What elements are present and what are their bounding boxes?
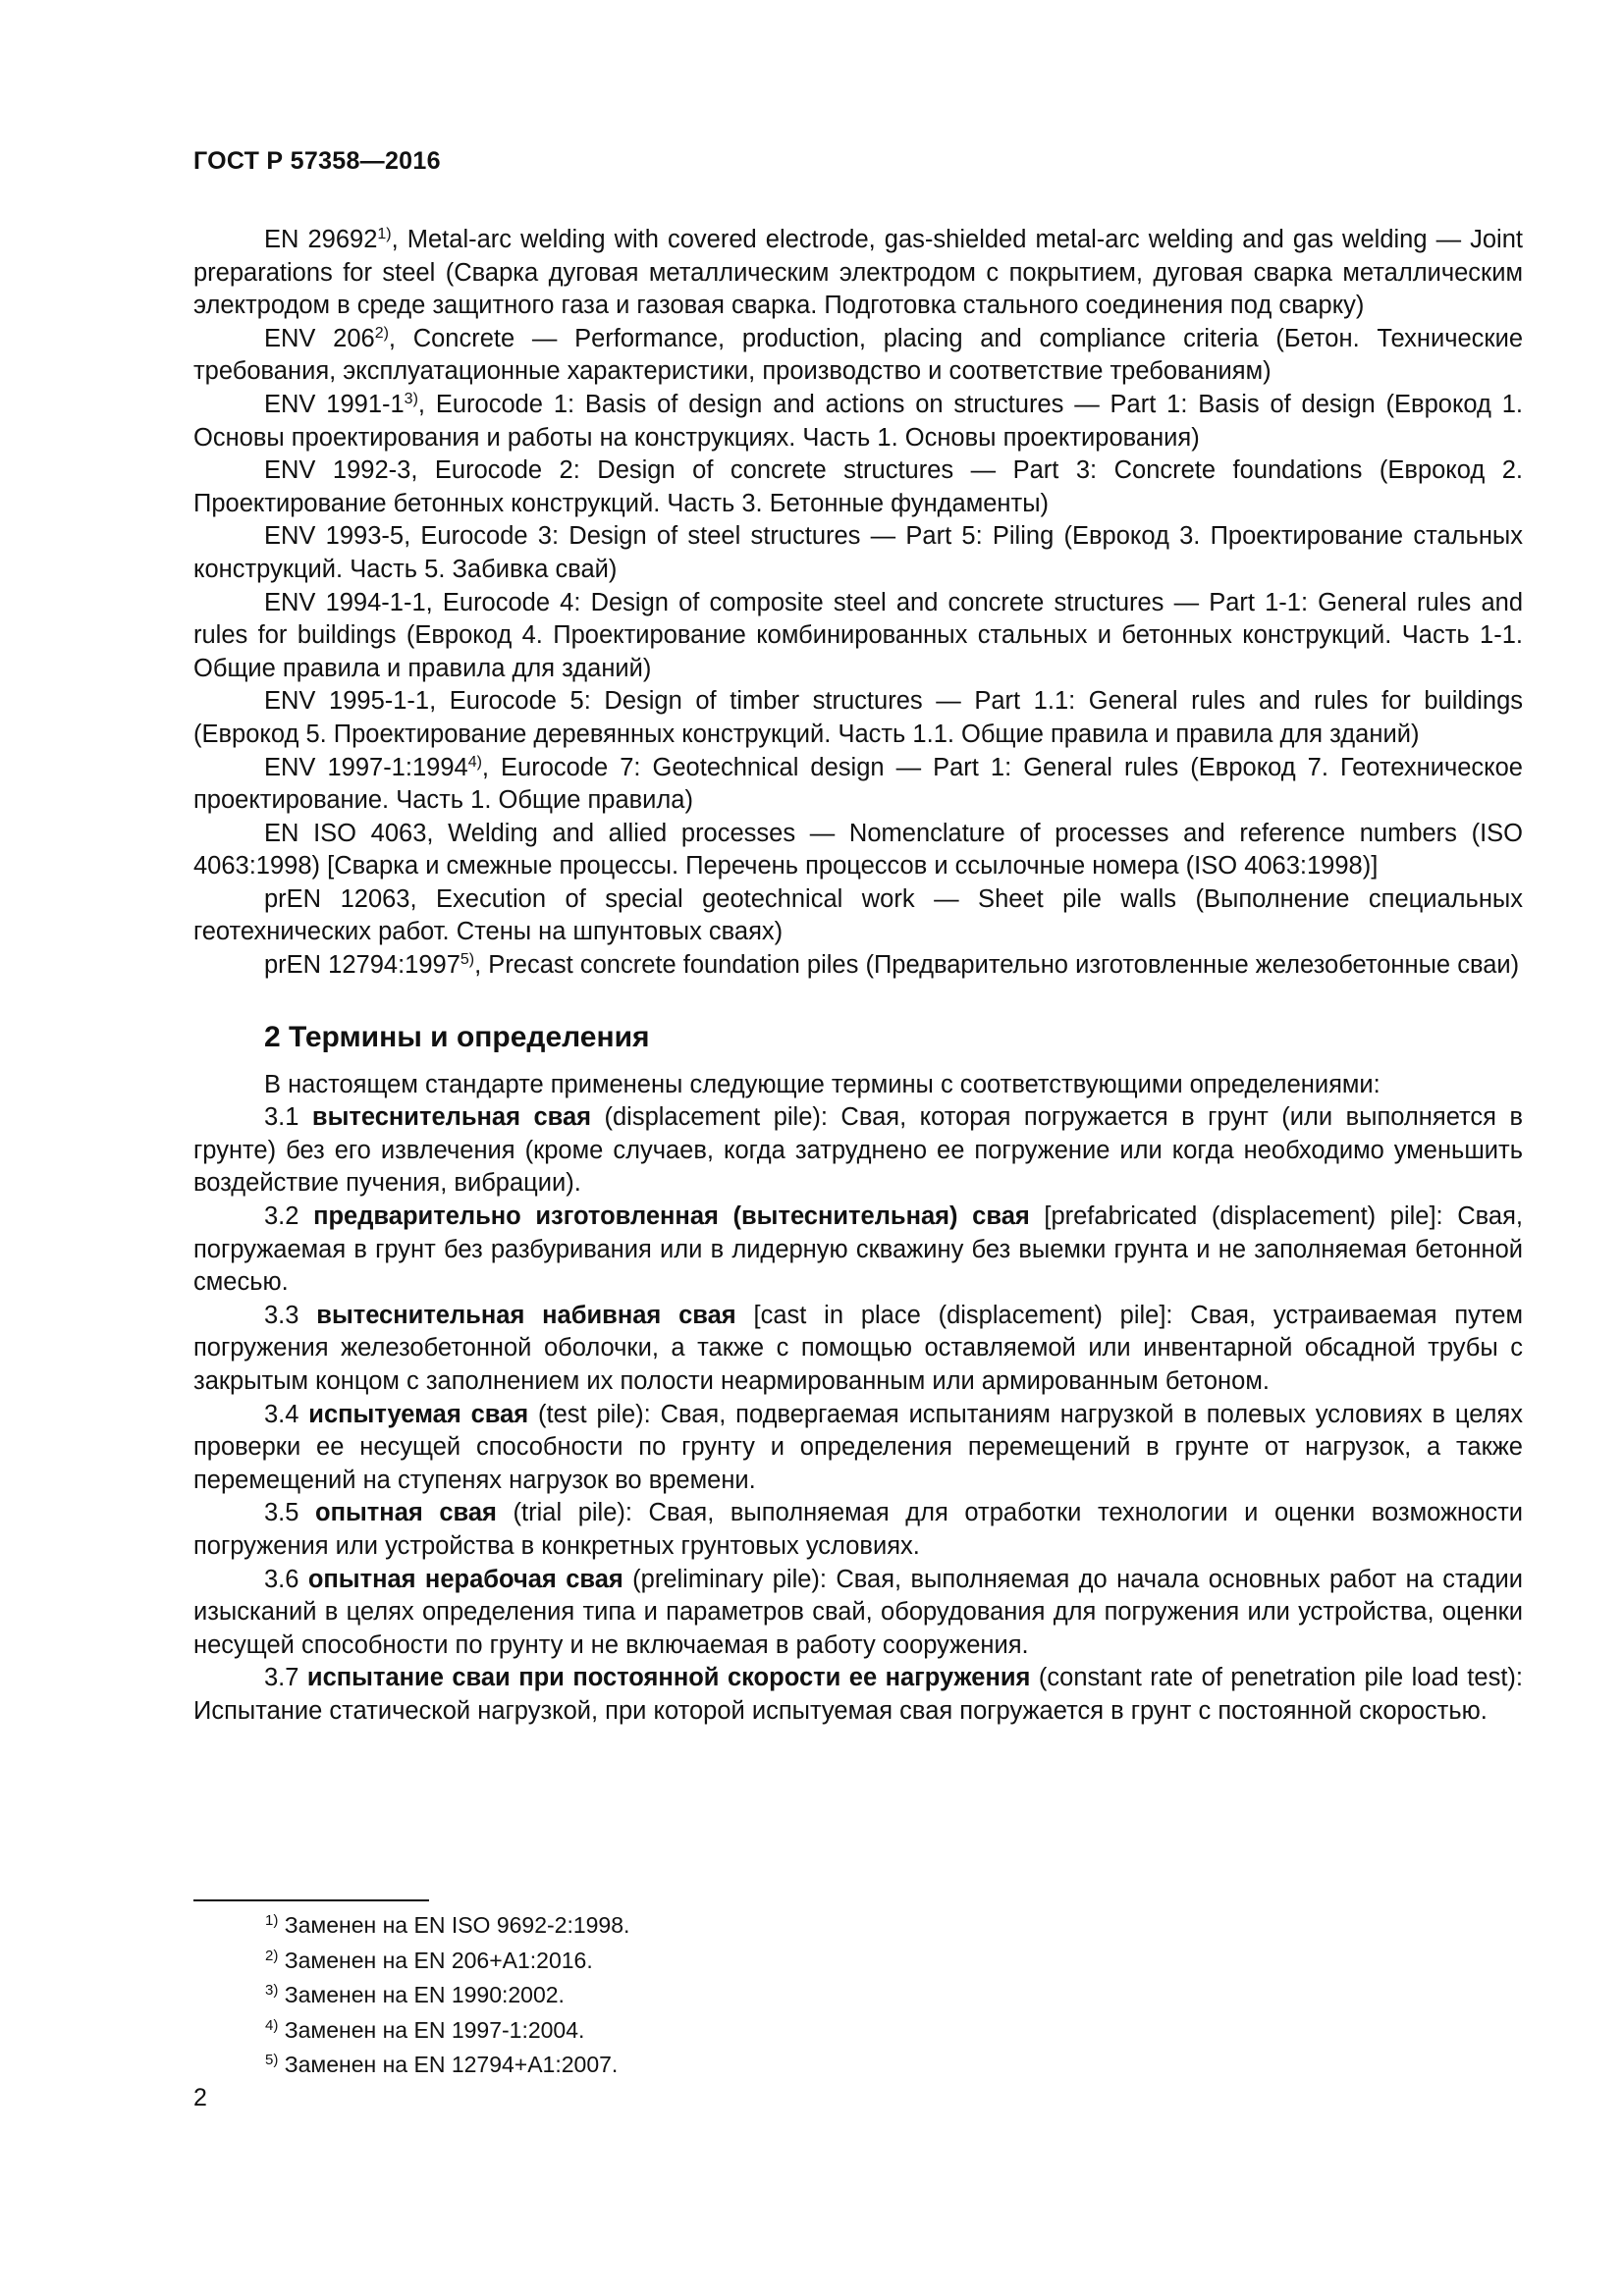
footnote-mark: 4) xyxy=(467,753,482,771)
term-text: (test pile): Свая, подвергаемая испытаниям нагрузкой в полевых условиях в целях проверки ее несущей способности по грунту и определения перемещений в грунте от нагрузок, а также перемещений на ступенях нагрузок во времени. xyxy=(193,1400,1523,1494)
reference-code: ENV 206 xyxy=(264,324,375,352)
term-definition xyxy=(193,1101,1523,1201)
term-number: 3.4 xyxy=(264,1400,309,1428)
footnote-text: Заменен на EN ISO 9692-2:1998. xyxy=(278,1912,630,1938)
reference-code: ENV 1993-5 xyxy=(264,522,405,551)
footnotes xyxy=(265,1908,629,2083)
document-body xyxy=(193,224,1523,1729)
reference-text: , Eurocode 7: Geotechnical design — Part 1: General rules (Еврокод 7. Геотехническое проектирование. Часть 1. Общие правила) xyxy=(193,753,1523,815)
reference-entry xyxy=(193,949,1523,983)
term-number: 3.2 xyxy=(264,1202,314,1231)
reference-code: ENV 1997-1:1994 xyxy=(264,753,468,781)
reference-text: , Eurocode 5: Design of timber structures — Part 1.1: General rules and rules for buildings (Еврокод 5. Проектирование деревянных конструкций. Часть 1.1. Общие правила и правила для зданий) xyxy=(193,687,1523,748)
footnote-mark: 5) xyxy=(265,2052,279,2068)
term-definition xyxy=(193,1201,1523,1300)
reference-entry xyxy=(193,224,1523,323)
reference-code: ENV 1992-3 xyxy=(264,456,411,485)
term-name: вытеснительная свая xyxy=(311,1103,592,1132)
reference-entry xyxy=(193,520,1523,586)
term-name: вытеснительная набивная свая xyxy=(316,1301,736,1329)
term-number: 3.1 xyxy=(264,1103,312,1132)
section-intro: В настоящем стандарте применены следующие термины с соответствующими определениями: xyxy=(264,1070,1380,1098)
term-text: (preliminary pile): Свая, выполняемая до начала основных работ на стадии изысканий в целях определения типа и параметров свай, оборудования для погружения или устройства, оценки несущей способности по грунту и не включаемая в работу сооружения. xyxy=(193,1565,1523,1659)
term-definition xyxy=(193,1300,1523,1399)
reference-text: , Precast concrete foundation piles (Предварительно изготовленные железобетонные сваи) xyxy=(474,951,1520,980)
document-header: ГОСТ Р 57358—2016 xyxy=(193,147,441,175)
footnote-text: Заменен на EN 206+A1:2016. xyxy=(278,1947,593,1973)
footnote-mark: 1) xyxy=(377,226,392,242)
reference-text: , Welding and allied processes — Nomenclature of processes and reference numbers (ISO 4063:1998) [Сварка и смежные процессы. Перечень процессов и ссылочные номера (ISO 4063:1998)] xyxy=(193,819,1524,881)
footnote-mark: 2) xyxy=(374,324,389,342)
term-number: 3.6 xyxy=(264,1565,308,1593)
footnote-mark: 2) xyxy=(265,1947,279,1964)
reference-text: , Eurocode 1: Basis of design and actions on structures — Part 1: Basis of design (Еврокод 1. Основы проектирования и работы на конструкциях. Часть 1. Основы проектирования) xyxy=(193,390,1523,452)
reference-text: , Execution of special geotechnical work — Sheet pile walls (Выполнение специальных геотехнических работ. Стены на шпунтовых сваях) xyxy=(193,884,1523,946)
term-definition xyxy=(193,1564,1523,1663)
reference-code: prEN 12063 xyxy=(264,884,410,913)
term-name: опытная нерабочая свая xyxy=(307,1565,623,1593)
reference-code: EN ISO 4063 xyxy=(264,819,427,847)
footnote-text: Заменен на EN 1997-1:2004. xyxy=(278,2016,585,2043)
footnote-mark: 3) xyxy=(265,1982,279,1999)
term-name: опытная свая xyxy=(315,1499,497,1527)
footnote-mark: 3) xyxy=(404,390,418,407)
term-text: [cast in place (displacement) pile]: Свая, устраиваемая путем погружения железобетонной оболочки, а также с помощью оставляемой или инвентарной обсадной трубы с закрытым концом с заполнением их полости неармированным или армированным бетоном. xyxy=(193,1301,1523,1395)
footnote xyxy=(265,2013,629,2049)
reference-text: , Eurocode 3: Design of steel structures — Part 5: Piling (Еврокод 3. Проектирование стальных конструкций. Часть 5. Забивка свай) xyxy=(193,522,1523,583)
footnote xyxy=(265,1908,629,1944)
footnote-mark: 1) xyxy=(265,1912,279,1929)
footnote xyxy=(265,1978,629,2013)
reference-entry xyxy=(193,323,1523,389)
reference-code: ENV 1995-1-1 xyxy=(264,687,430,716)
reference-code: EN 29692 xyxy=(264,226,378,253)
reference-code: prEN 12794:1997 xyxy=(264,951,460,980)
reference-entry xyxy=(193,883,1523,949)
term-definition xyxy=(193,1399,1523,1498)
footnote xyxy=(265,1944,629,1979)
term-name: испытание сваи при постоянной скорости ее нагружения xyxy=(306,1664,1031,1692)
term-number: 3.7 xyxy=(264,1664,307,1692)
reference-entry xyxy=(193,685,1523,751)
reference-text: , Eurocode 2: Design of concrete structures — Part 3: Concrete foundations (Еврокод 2. Проектирование бетонных конструкций. Часть 3. Бетонные фундаменты) xyxy=(193,456,1523,517)
reference-code: ENV 1991-1 xyxy=(264,390,405,418)
footnote xyxy=(265,2048,629,2083)
reference-entry xyxy=(193,752,1523,818)
footnote-mark: 5) xyxy=(460,951,475,969)
reference-entry xyxy=(193,587,1523,686)
footnote-text: Заменен на EN 1990:2002. xyxy=(278,1982,565,2007)
term-text: (displacement pile): Свая, которая погружается в грунт (или выполняется в грунте) без его извлечения (кроме случаев, когда затруднено ее погружение или когда необходимо уменьшить воздействие пучения, вибрации). xyxy=(193,1103,1523,1198)
term-name: предварительно изготовленная (вытеснительная) свая xyxy=(313,1202,1030,1231)
reference-entry xyxy=(193,389,1523,454)
section-heading: 2 Термины и определения xyxy=(264,1020,650,1053)
footnote-mark: 4) xyxy=(265,2016,279,2034)
term-definition xyxy=(193,1662,1523,1728)
term-definition xyxy=(193,1497,1523,1563)
term-name: испытуемая свая xyxy=(308,1400,529,1428)
footnote-text: Заменен на EN 12794+A1:2007. xyxy=(278,2052,619,2077)
reference-text: , Metal-arc welding with covered electrode, gas-shielded metal-arc welding and gas welding — Joint preparations for steel (Сварка дуговая металлическим электродом с покрытием, дуговая сварка металлическим электродом в среде защитного газа и газовая сварка. Подготовка стального соединения под сварку) xyxy=(193,226,1523,320)
term-text: [prefabricated (displacement) pile]: Свая, погружаемая в грунт без разбуривания или в лидерную скважину без выемки грунта и не заполняемая бетонной смесью. xyxy=(193,1202,1523,1297)
reference-text: , Concrete — Performance, production, placing and compliance criteria (Бетон. Технические требования, эксплуатационные характеристики, производство и соответствие требованиям) xyxy=(193,324,1523,386)
reference-entry xyxy=(193,454,1523,520)
term-number: 3.5 xyxy=(264,1499,316,1527)
reference-entry xyxy=(193,818,1523,883)
term-text: (trial pile): Свая, выполняемая для отработки технологии и оценки возможности погружения или устройства в конкретных грунтовых условиях. xyxy=(193,1499,1523,1560)
page-number: 2 xyxy=(193,2084,207,2111)
term-number: 3.3 xyxy=(264,1301,317,1329)
term-text: (constant rate of penetration pile load test): Испытание статической нагрузкой, при которой испытуемая свая погружается в грунт с постоянной скоростью. xyxy=(193,1664,1523,1725)
reference-text: , Eurocode 4: Design of composite steel and concrete structures — Part 1-1: General rules and rules for buildings (Еврокод 4. Проектирование комбинированных стальных и бетонных конструкций. Часть 1-1. Общие правила и правила для зданий) xyxy=(193,588,1523,682)
footnote-separator xyxy=(193,1899,429,1901)
reference-code: ENV 1994-1-1 xyxy=(264,588,426,616)
